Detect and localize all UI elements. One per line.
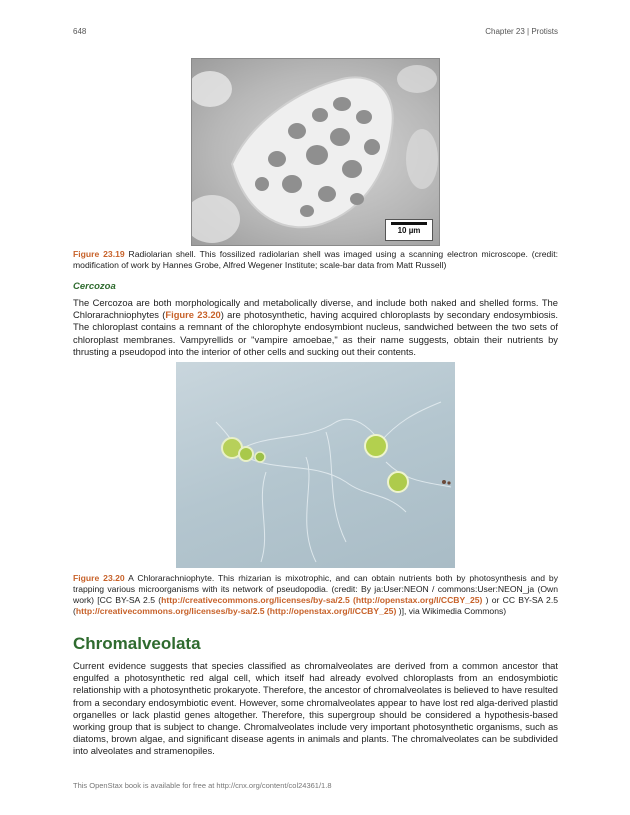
- cercozoa-paragraph: [73, 297, 558, 358]
- figure-23-20-text-3: ) or CC BY-SA 2.5 (: [73, 595, 559, 616]
- cercozoa-text-1: The Cercozoa are both morphologically and metabolically diverse, and include both naked and shelled forms. The Chlorarachniophytes (: [73, 297, 558, 321]
- figure-23-19-caption: [73, 249, 558, 271]
- chlorarachniophyte-image: [176, 362, 455, 568]
- figure-23-20-label: Figure 23.20: [73, 573, 125, 583]
- chapter-header: Chapter 23 | Protists: [485, 27, 558, 36]
- chromalveolata-heading: Chromalveolata: [73, 634, 201, 653]
- radiolarian-shell-illustration: [192, 59, 439, 245]
- figure-23-19-text: Radiolarian shell. This fossilized radiolarian shell was imaged using a scanning electron microscope. (credit: modification of work by Hannes Grobe, Alfred Wegener Institute; scale-bar data from Matt Russell): [73, 249, 558, 270]
- figure-23-19-label: Figure 23.19: [73, 249, 125, 259]
- cc-license-link-2[interactable]: http://creativecommons.org/licenses/by-sa/2.5: [75, 606, 265, 616]
- scale-bar-line: [391, 222, 427, 225]
- figure-23-20-caption: [73, 573, 558, 617]
- cercozoa-heading: Cercozoa: [73, 281, 116, 292]
- figure-23-20-link[interactable]: Figure 23.20: [165, 309, 221, 321]
- cc-license-link-1[interactable]: http://creativecommons.org/licenses/by-sa/2.5: [161, 595, 350, 605]
- radiolarian-shell-image: [191, 58, 440, 246]
- page-number: 648: [73, 27, 87, 36]
- openstax-license-link-1[interactable]: (http://openstax.org/l/CCBY_25): [353, 595, 483, 605]
- chromalveolata-paragraph: Current evidence suggests that species classified as chromalveolates are derived from a common ancestor that engulfed a photosynthetic red algal cell, which itself had already evolved chloroplasts from an endosymbiotic relationship with a photosynthetic prokaryote. Therefore, the ancestor of chromalveolates is believed to have resulted from a secondary endosymbiotic event. However, some chromalveolates appear to have lost red alga-derived plastid organelles or lack plastid genes altogether. Therefore, this supergroup should be considered a hypothesis-based working group that is subject to change. Chromalveolates include very important photosynthetic organisms, such as diatoms, brown algae, and significant disease agents in animals and plants. The chromalveolates can be subdivided into alveolates and stramenopiles.: [73, 660, 558, 757]
- scale-bar-label: 10 µm: [397, 226, 421, 235]
- openstax-license-link-2[interactable]: (http://openstax.org/l/CCBY_25): [266, 606, 397, 616]
- figure-23-20-text-5: )], via Wikimedia Commons): [396, 606, 507, 616]
- footer: This OpenStax book is available for free at http://cnx.org/content/col24361/1.8: [73, 781, 332, 790]
- chlorarachniophyte-illustration: [176, 362, 455, 568]
- cercozoa-text-2: ) are photosynthetic, having acquired chloroplasts by secondary endosymbiosis. The chloroplast contains a remnant of the chlorophyte endosymbiont nucleus, sandwiched between the two sets of chloroplast membranes. Vampyrellids or "vampire amoebae," as their name suggests, obtain their nutrients by thrusting a pseudopod into the interior of other cells and sucking out their contents.: [73, 309, 558, 357]
- scale-bar: [385, 219, 433, 241]
- figure-23-20-text-1: A Chlorarachniophyte. This rhizarian is mixotrophic, and can obtain nutrients both by photosynthesis and by trapping various microorganisms with its network of pseudopodia. (credit: By ja:User:NEON / commons:User:NEON_ja (Own work) [CC BY-SA 2.5 (: [73, 573, 558, 605]
